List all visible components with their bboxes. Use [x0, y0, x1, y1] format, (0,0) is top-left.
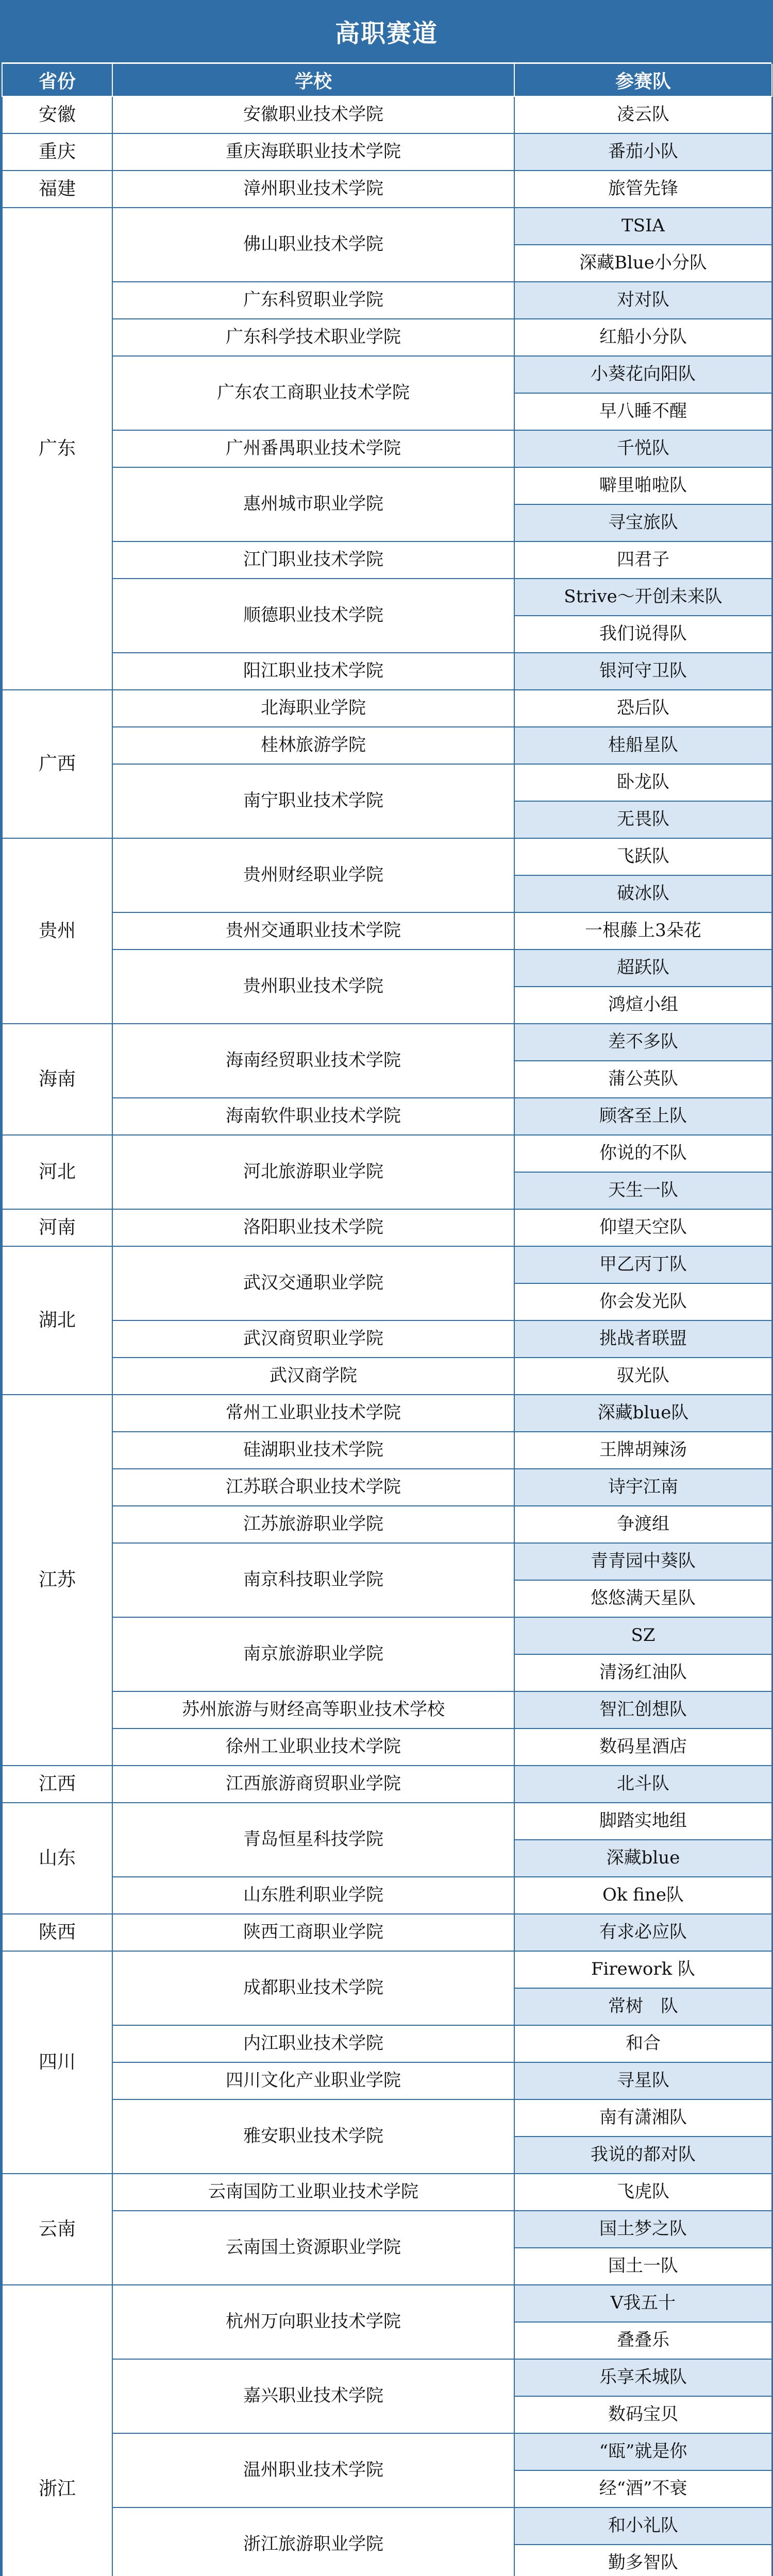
team-cell: 无畏队 — [514, 801, 772, 838]
province-cell: 江苏 — [2, 1395, 112, 1766]
table-row — [2, 1098, 772, 1135]
province-cell: 山东 — [2, 1803, 112, 1914]
header-school: 学校 — [112, 64, 514, 96]
team-cell: 和小礼队 — [514, 2507, 772, 2545]
school-cell: 海南经贸职业技术学院 — [112, 1024, 514, 1098]
school-cell: 广东科贸职业学院 — [112, 282, 514, 319]
school-cell: 武汉商贸职业学院 — [112, 1320, 514, 1358]
team-cell: 桂船星队 — [514, 727, 772, 764]
team-cell: 国土一队 — [514, 2248, 772, 2285]
table-row — [2, 282, 772, 319]
province-cell: 安徽 — [2, 96, 112, 133]
table-row — [2, 133, 772, 171]
province-cell: 广东 — [2, 208, 112, 690]
school-cell: 佛山职业技术学院 — [112, 208, 514, 282]
team-cell: 早八睡不醒 — [514, 393, 772, 430]
province-cell: 浙江 — [2, 2285, 112, 2576]
team-cell: 争渡组 — [514, 1506, 772, 1543]
team-cell: 破冰队 — [514, 875, 772, 912]
table-row — [2, 2285, 772, 2322]
school-cell: 内江职业技术学院 — [112, 2025, 514, 2062]
table-row — [2, 1543, 772, 1580]
team-cell: 国土梦之队 — [514, 2211, 772, 2248]
table-row — [2, 2507, 772, 2545]
table-row — [2, 541, 772, 579]
table-row — [2, 1358, 772, 1395]
table-row — [2, 2025, 772, 2062]
school-cell: 武汉交通职业学院 — [112, 1246, 514, 1320]
team-cell: 鸿煊小组 — [514, 987, 772, 1024]
table-row — [2, 653, 772, 690]
table-row — [2, 1728, 772, 1766]
team-cell: 银河守卫队 — [514, 653, 772, 690]
table-row — [2, 1691, 772, 1728]
team-cell: “瓯”就是你 — [514, 2433, 772, 2470]
team-cell: 红船小分队 — [514, 319, 772, 356]
team-cell: 诗宇江南 — [514, 1469, 772, 1506]
school-cell: 桂林旅游学院 — [112, 727, 514, 764]
team-cell: 我说的都对队 — [514, 2137, 772, 2174]
table-row — [2, 430, 772, 467]
table-row — [2, 1246, 772, 1283]
province-cell: 湖北 — [2, 1246, 112, 1395]
school-cell: 广州番禺职业技术学院 — [112, 430, 514, 467]
table-row — [2, 171, 772, 208]
table-row — [2, 1766, 772, 1803]
team-cell: 和合 — [514, 2025, 772, 2062]
school-cell: 杭州万向职业技术学院 — [112, 2285, 514, 2359]
table-row — [2, 838, 772, 875]
team-cell: 数码星酒店 — [514, 1728, 772, 1766]
table-row — [2, 1914, 772, 1951]
school-cell: 安徽职业技术学院 — [112, 96, 514, 133]
team-cell: SZ — [514, 1617, 772, 1654]
table-row — [2, 727, 772, 764]
school-cell: 陕西工商职业学院 — [112, 1914, 514, 1951]
team-cell: 卧龙队 — [514, 764, 772, 801]
school-cell: 江苏联合职业技术学院 — [112, 1469, 514, 1506]
team-cell: 仰望天空队 — [514, 1209, 772, 1246]
province-cell: 贵州 — [2, 838, 112, 1024]
team-cell: 超跃队 — [514, 950, 772, 987]
school-cell: 云南国防工业职业技术学院 — [112, 2174, 514, 2211]
province-cell: 海南 — [2, 1024, 112, 1135]
team-cell: Strive～开创未来队 — [514, 579, 772, 616]
header-row — [2, 64, 772, 96]
province-cell: 广西 — [2, 690, 112, 838]
school-cell: 江西旅游商贸职业学院 — [112, 1766, 514, 1803]
school-cell: 武汉商学院 — [112, 1358, 514, 1395]
team-cell: 对对队 — [514, 282, 772, 319]
team-cell: 噼里啪啦队 — [514, 467, 772, 504]
table-row — [2, 1432, 772, 1469]
table-row — [2, 1395, 772, 1432]
table-title: 高职赛道 — [2, 0, 771, 64]
table-row — [2, 1469, 772, 1506]
table-row — [2, 1877, 772, 1914]
team-cell: 凌云队 — [514, 96, 772, 133]
team-cell: 挑战者联盟 — [514, 1320, 772, 1358]
team-cell: 智汇创想队 — [514, 1691, 772, 1728]
province-cell: 重庆 — [2, 133, 112, 171]
school-cell: 南宁职业技术学院 — [112, 764, 514, 838]
table-row — [2, 467, 772, 504]
team-cell: 旅管先锋 — [514, 171, 772, 208]
table-row — [2, 1803, 772, 1840]
school-cell: 山东胜利职业学院 — [112, 1877, 514, 1914]
team-cell: 南有潇湘队 — [514, 2099, 772, 2137]
school-cell: 徐州工业职业技术学院 — [112, 1728, 514, 1766]
table-row — [2, 356, 772, 393]
table-row — [2, 950, 772, 987]
team-cell: 天生一队 — [514, 1172, 772, 1209]
team-cell: 飞跃队 — [514, 838, 772, 875]
province-cell: 陕西 — [2, 1914, 112, 1951]
school-cell: 贵州职业技术学院 — [112, 950, 514, 1024]
team-cell: 我们说得队 — [514, 616, 772, 653]
team-cell: 深藏blue — [514, 1840, 772, 1877]
team-cell: 飞虎队 — [514, 2174, 772, 2211]
school-cell: 顺德职业技术学院 — [112, 579, 514, 653]
table-row — [2, 1135, 772, 1172]
team-cell: V我五十 — [514, 2285, 772, 2322]
team-cell: 一根藤上3朵花 — [514, 912, 772, 950]
school-cell: 江门职业技术学院 — [112, 541, 514, 579]
team-cell: 番茄小队 — [514, 133, 772, 171]
team-cell: 脚踏实地组 — [514, 1803, 772, 1840]
team-cell: 四君子 — [514, 541, 772, 579]
table-body — [2, 96, 772, 2576]
table-row — [2, 2211, 772, 2248]
team-cell: 数码宝贝 — [514, 2396, 772, 2433]
table-row — [2, 2062, 772, 2099]
team-cell: Ok fine队 — [514, 1877, 772, 1914]
school-cell: 洛阳职业技术学院 — [112, 1209, 514, 1246]
school-cell: 江苏旅游职业学院 — [112, 1506, 514, 1543]
province-cell: 河北 — [2, 1135, 112, 1209]
team-cell: 蒲公英队 — [514, 1061, 772, 1098]
team-cell: 清汤红油队 — [514, 1654, 772, 1691]
school-cell: 河北旅游职业学院 — [112, 1135, 514, 1209]
table-row — [2, 764, 772, 801]
team-cell: 青青园中葵队 — [514, 1543, 772, 1580]
school-cell: 南京旅游职业学院 — [112, 1617, 514, 1691]
school-cell: 贵州财经职业学院 — [112, 838, 514, 912]
province-cell: 福建 — [2, 171, 112, 208]
school-cell: 惠州城市职业学院 — [112, 467, 514, 541]
table-row — [2, 1506, 772, 1543]
school-cell: 云南国土资源职业学院 — [112, 2211, 514, 2285]
team-cell: 勤多智队 — [514, 2545, 772, 2576]
table-row — [2, 1024, 772, 1061]
school-cell: 四川文化产业职业学院 — [112, 2062, 514, 2099]
table-row — [2, 319, 772, 356]
team-cell: TSIA — [514, 208, 772, 245]
province-cell: 河南 — [2, 1209, 112, 1246]
header-province: 省份 — [2, 64, 112, 96]
table-row — [2, 2359, 772, 2396]
school-cell: 成都职业技术学院 — [112, 1951, 514, 2025]
table-row — [2, 96, 772, 133]
team-cell: 恐后队 — [514, 690, 772, 727]
school-cell: 浙江旅游职业学院 — [112, 2507, 514, 2576]
table-row — [2, 2433, 772, 2470]
school-cell: 北海职业学院 — [112, 690, 514, 727]
school-cell: 阳江职业技术学院 — [112, 653, 514, 690]
team-cell: 常树 队 — [514, 1988, 772, 2025]
team-cell: 悠悠满天星队 — [514, 1580, 772, 1617]
team-cell: 你说的不队 — [514, 1135, 772, 1172]
teams-table — [2, 64, 772, 2576]
team-cell: 差不多队 — [514, 1024, 772, 1061]
table-row — [2, 1951, 772, 1988]
school-cell: 常州工业职业技术学院 — [112, 1395, 514, 1432]
table-row — [2, 912, 772, 950]
school-cell: 广东农工商职业技术学院 — [112, 356, 514, 430]
table-row — [2, 2099, 772, 2137]
team-cell: 经“酒”不衰 — [514, 2470, 772, 2507]
team-cell: 千悦队 — [514, 430, 772, 467]
table-row — [2, 2174, 772, 2211]
table-row — [2, 690, 772, 727]
header-team: 参赛队 — [514, 64, 772, 96]
table-row — [2, 208, 772, 245]
school-cell: 广东科学技术职业学院 — [112, 319, 514, 356]
school-cell: 贵州交通职业技术学院 — [112, 912, 514, 950]
team-cell: 叠叠乐 — [514, 2322, 772, 2359]
school-cell: 嘉兴职业技术学院 — [112, 2359, 514, 2433]
team-cell: Firework 队 — [514, 1951, 772, 1988]
province-cell: 江西 — [2, 1766, 112, 1803]
team-cell: 王牌胡辣汤 — [514, 1432, 772, 1469]
team-cell: 寻星队 — [514, 2062, 772, 2099]
team-cell: 驭光队 — [514, 1358, 772, 1395]
school-cell: 重庆海联职业技术学院 — [112, 133, 514, 171]
team-cell: 乐享禾城队 — [514, 2359, 772, 2396]
team-cell: 深藏blue队 — [514, 1395, 772, 1432]
table-row — [2, 1209, 772, 1246]
table-row — [2, 1320, 772, 1358]
team-cell: 你会发光队 — [514, 1283, 772, 1320]
team-cell: 有求必应队 — [514, 1914, 772, 1951]
team-cell: 顾客至上队 — [514, 1098, 772, 1135]
school-cell: 南京科技职业学院 — [112, 1543, 514, 1617]
school-cell: 苏州旅游与财经高等职业技术学校 — [112, 1691, 514, 1728]
team-cell: 北斗队 — [514, 1766, 772, 1803]
province-cell: 四川 — [2, 1951, 112, 2174]
school-cell: 雅安职业技术学院 — [112, 2099, 514, 2174]
team-cell: 甲乙丙丁队 — [514, 1246, 772, 1283]
school-cell: 漳州职业技术学院 — [112, 171, 514, 208]
school-cell: 海南软件职业技术学院 — [112, 1098, 514, 1135]
table-row — [2, 1617, 772, 1654]
team-cell: 深藏Blue小分队 — [514, 245, 772, 282]
school-cell: 硅湖职业技术学院 — [112, 1432, 514, 1469]
team-cell: 寻宝旅队 — [514, 504, 772, 541]
school-cell: 青岛恒星科技学院 — [112, 1803, 514, 1877]
table-row — [2, 579, 772, 616]
team-cell: 小葵花向阳队 — [514, 356, 772, 393]
province-cell: 云南 — [2, 2174, 112, 2285]
school-cell: 温州职业技术学院 — [112, 2433, 514, 2507]
